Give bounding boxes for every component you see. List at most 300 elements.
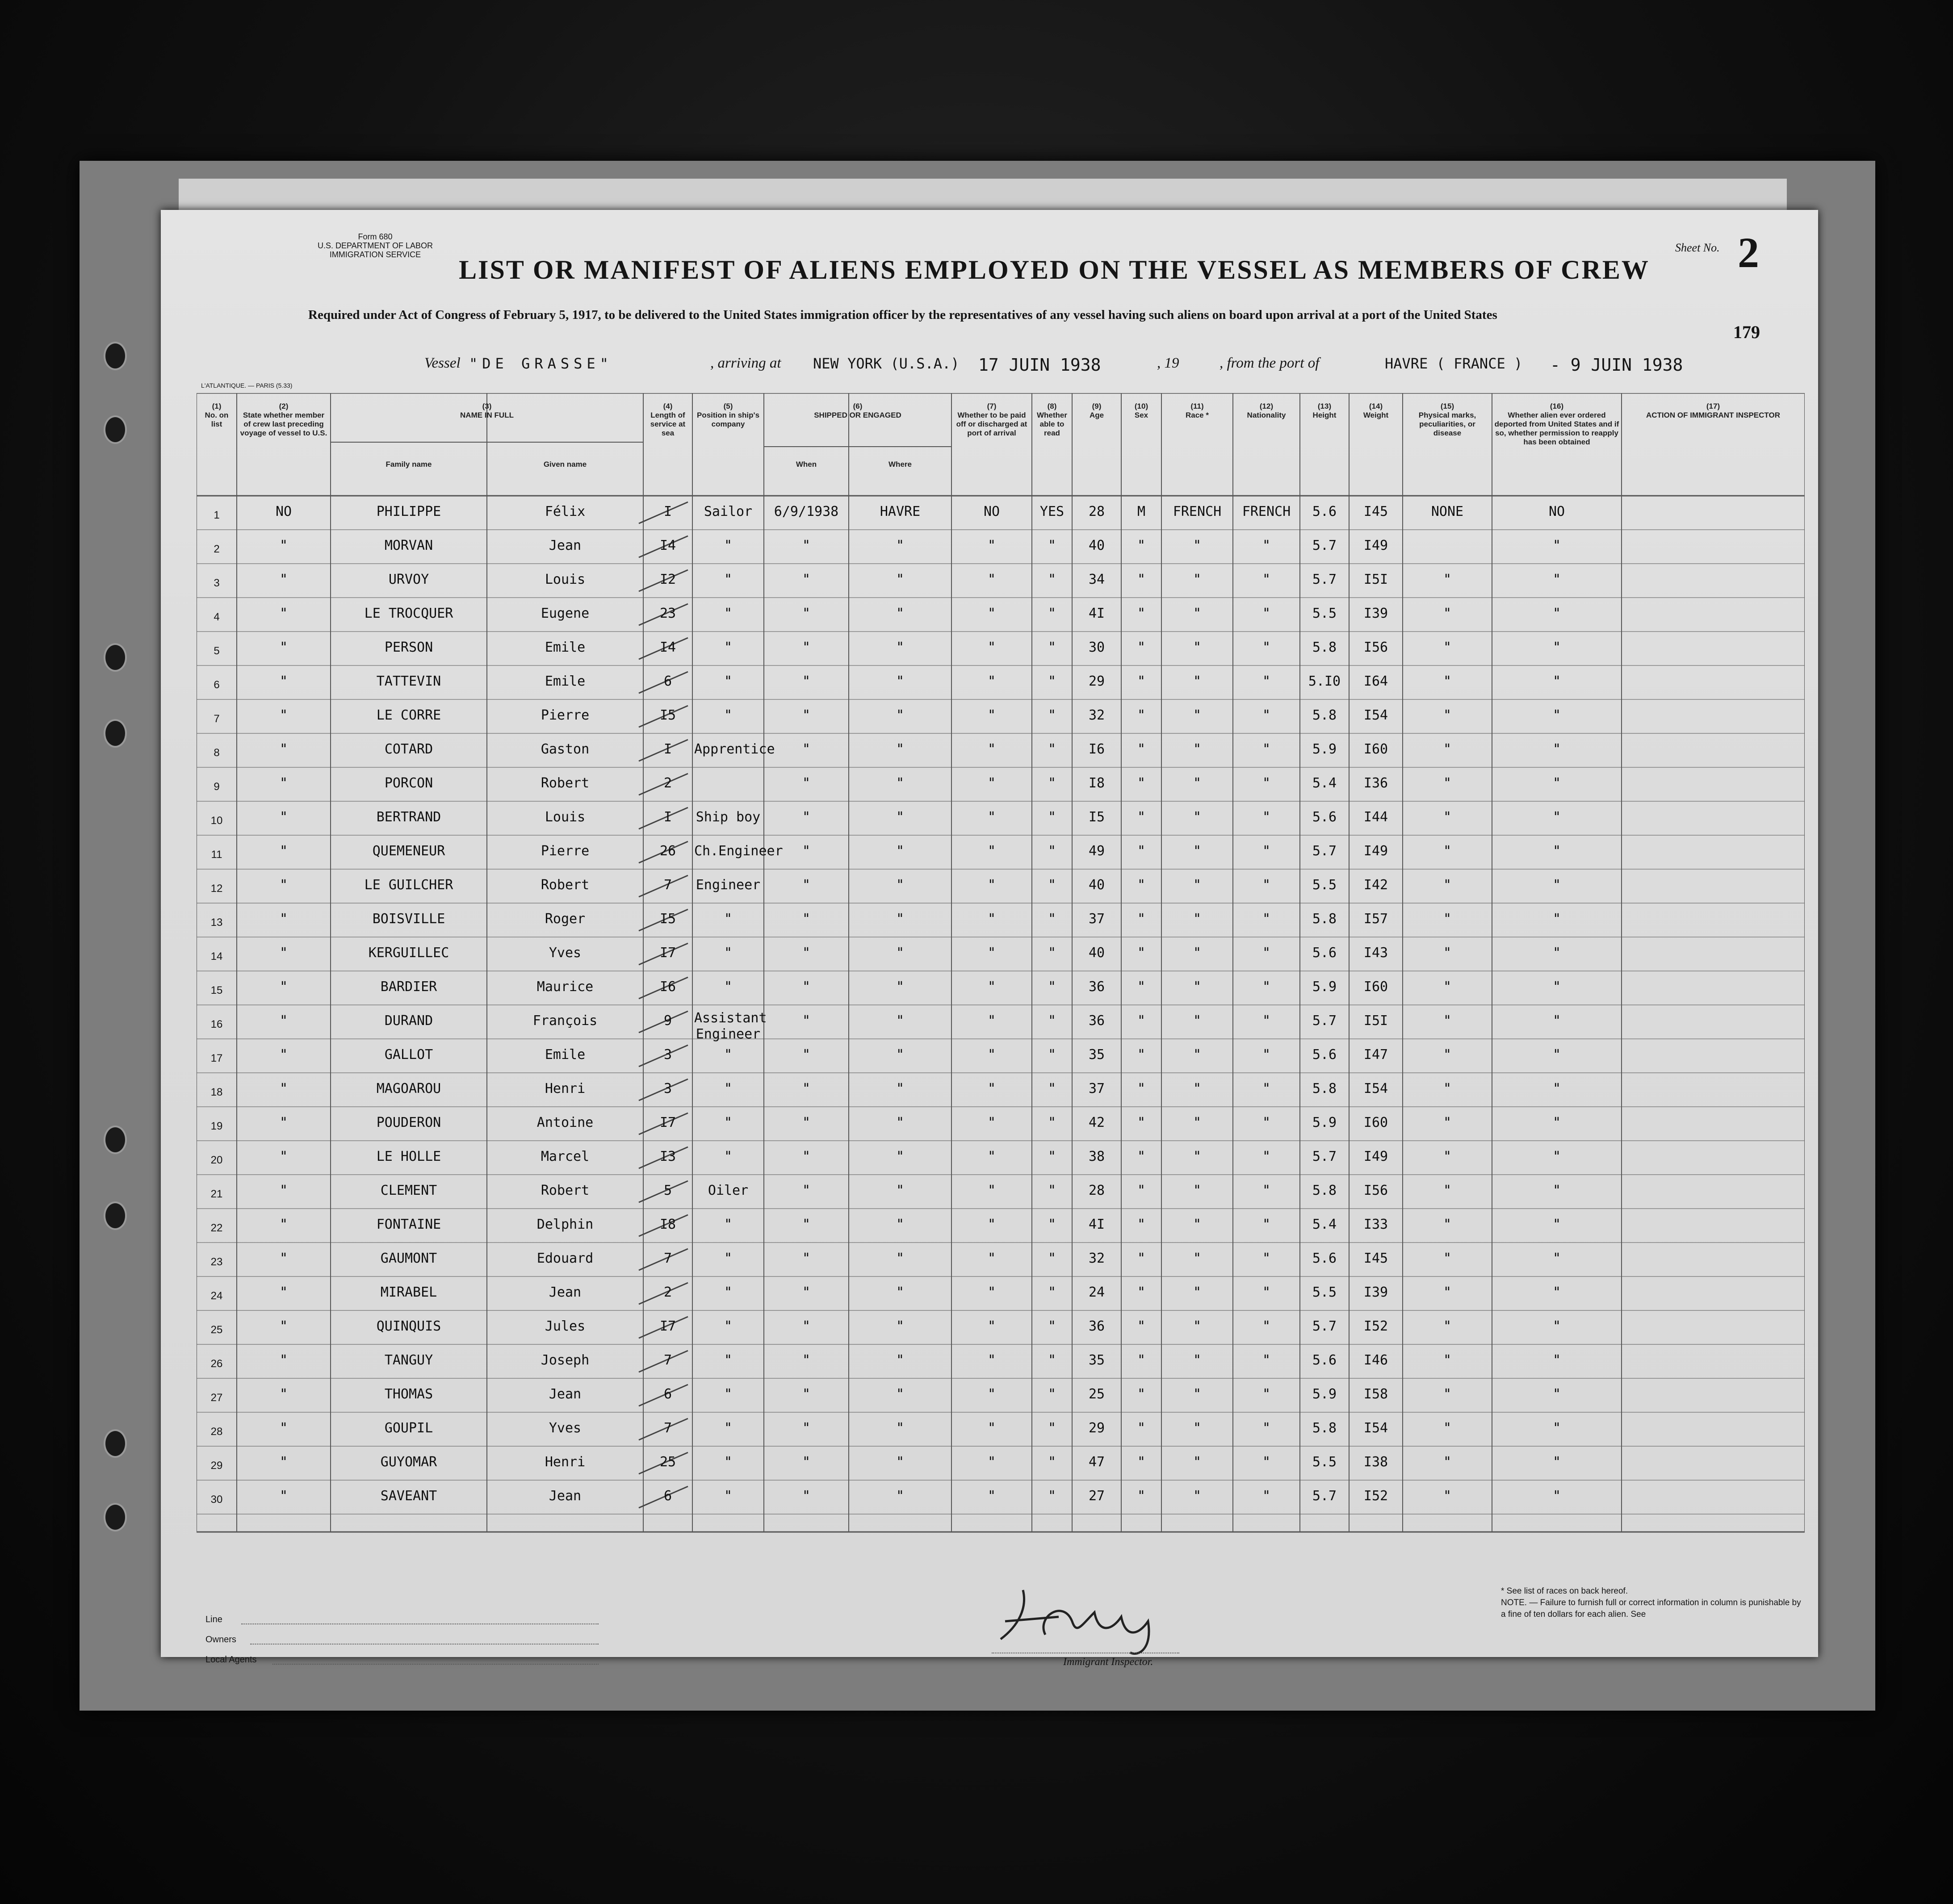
column-label: Where bbox=[888, 460, 912, 469]
column-number: (12) bbox=[1259, 402, 1274, 410]
cell-family: FONTAINE bbox=[376, 1217, 441, 1232]
cell-position: " bbox=[724, 1318, 733, 1334]
cell-weight: I52 bbox=[1363, 1318, 1388, 1334]
cell-height: 5.6 bbox=[1312, 1251, 1337, 1266]
sheet-number: 2 bbox=[1738, 229, 1759, 276]
cell-weight: I49 bbox=[1363, 1149, 1388, 1164]
cell-height: 5.7 bbox=[1312, 1318, 1337, 1334]
cell-race: " bbox=[1193, 1251, 1202, 1266]
col-inspector-action bbox=[1623, 402, 1803, 420]
cell-given: Yves bbox=[549, 945, 582, 961]
cell-read: " bbox=[1048, 1149, 1056, 1164]
cell-race: " bbox=[1193, 1047, 1202, 1063]
cell-paid: " bbox=[987, 1488, 996, 1504]
cell-when: " bbox=[802, 877, 811, 893]
cell-service: 6 bbox=[663, 1386, 672, 1402]
cell-n: 9 bbox=[214, 781, 220, 793]
cell-service: 7 bbox=[663, 877, 672, 893]
cell-nat: " bbox=[1262, 1217, 1271, 1232]
cell-height: 5.I0 bbox=[1308, 674, 1341, 689]
cell-prev: " bbox=[279, 538, 288, 553]
cell-weight: I57 bbox=[1363, 911, 1388, 927]
cell-service: I7 bbox=[659, 1115, 676, 1130]
cell-marks: " bbox=[1443, 1217, 1452, 1232]
local-agents-field bbox=[272, 1664, 599, 1665]
cell-race: " bbox=[1193, 1352, 1202, 1368]
cell-paid: " bbox=[987, 1183, 996, 1198]
cell-nat: " bbox=[1262, 707, 1271, 723]
col-position bbox=[694, 402, 762, 429]
cell-sex: " bbox=[1137, 809, 1146, 825]
cell-nat: " bbox=[1262, 572, 1271, 587]
cell-n: 26 bbox=[210, 1358, 223, 1370]
cell-age: 30 bbox=[1088, 640, 1105, 655]
cell-nat: " bbox=[1262, 1115, 1271, 1130]
cell-weight: I38 bbox=[1363, 1454, 1388, 1470]
local-agents-label: Local Agents bbox=[205, 1655, 257, 1665]
cell-given: Edouard bbox=[536, 1251, 594, 1266]
cell-paid: " bbox=[987, 1318, 996, 1334]
cell-where: " bbox=[896, 911, 905, 927]
cell-n: 15 bbox=[210, 984, 223, 996]
column-label: Whether able to read bbox=[1037, 411, 1067, 437]
cell-read: " bbox=[1048, 1047, 1056, 1063]
fine-note bbox=[1501, 1597, 1805, 1620]
stamp-number: 179 bbox=[1733, 322, 1760, 342]
cell-deported: " bbox=[1552, 1047, 1561, 1063]
cell-age: 37 bbox=[1088, 1081, 1105, 1096]
cell-service: I4 bbox=[659, 640, 676, 655]
cell-nat: " bbox=[1262, 1183, 1271, 1198]
cell-when: " bbox=[802, 1217, 811, 1232]
cell-marks: " bbox=[1443, 877, 1452, 893]
cell-prev: " bbox=[279, 1183, 288, 1198]
column-number: (3) bbox=[482, 402, 492, 410]
cell-deported: " bbox=[1552, 1285, 1561, 1300]
cell-service: I7 bbox=[659, 1318, 676, 1334]
cell-prev: " bbox=[279, 1454, 288, 1470]
cell-marks: " bbox=[1443, 741, 1452, 757]
cell-sex: " bbox=[1137, 979, 1146, 995]
cell-height: 5.6 bbox=[1312, 1047, 1337, 1063]
cell-where: " bbox=[896, 809, 905, 825]
cell-family: MIRABEL bbox=[380, 1285, 437, 1300]
cell-read: " bbox=[1048, 1217, 1056, 1232]
cell-sex: M bbox=[1137, 504, 1146, 519]
cell-weight: I64 bbox=[1363, 674, 1388, 689]
cell-service: 5 bbox=[663, 1183, 672, 1198]
cell-marks: " bbox=[1443, 979, 1452, 995]
cell-family: GUYOMAR bbox=[380, 1454, 437, 1470]
cell-given: Marcel bbox=[541, 1149, 590, 1164]
cell-weight: I33 bbox=[1363, 1217, 1388, 1232]
cell-n: 19 bbox=[210, 1120, 223, 1132]
cell-nat: " bbox=[1262, 1149, 1271, 1164]
cell-family: SAVEANT bbox=[380, 1488, 437, 1504]
cell-where: " bbox=[896, 1183, 905, 1198]
cell-when: 6/9/1938 bbox=[774, 504, 839, 519]
sheet-label: Sheet No. bbox=[1675, 241, 1720, 254]
cell-marks: " bbox=[1443, 606, 1452, 621]
cell-read: " bbox=[1048, 1488, 1056, 1504]
cell-nat: " bbox=[1262, 741, 1271, 757]
cell-marks: " bbox=[1443, 1420, 1452, 1436]
cell-n: 4 bbox=[214, 611, 220, 623]
cell-when: " bbox=[802, 1386, 811, 1402]
cell-sex: " bbox=[1137, 1149, 1146, 1164]
column-label: Given name bbox=[543, 460, 587, 469]
cell-given: Robert bbox=[541, 1183, 590, 1198]
column-label: Whether alien ever ordered deported from United States and if so, whether permission to reapply has been obtained bbox=[1494, 411, 1619, 446]
cell-marks: " bbox=[1443, 1251, 1452, 1266]
cell-given: Jean bbox=[549, 1386, 582, 1402]
cell-age: 36 bbox=[1088, 1013, 1105, 1029]
cell-paid: " bbox=[987, 1013, 996, 1029]
cell-when: " bbox=[802, 1285, 811, 1300]
cell-family: MAGOAROU bbox=[376, 1081, 441, 1096]
cell-read: " bbox=[1048, 606, 1056, 621]
cell-sex: " bbox=[1137, 674, 1146, 689]
cell-n: 5 bbox=[214, 645, 220, 657]
cell-deported: " bbox=[1552, 1013, 1561, 1029]
cell-deported: " bbox=[1552, 1318, 1561, 1334]
cell-service: 6 bbox=[663, 674, 672, 689]
column-label: When bbox=[796, 460, 817, 469]
cell-deported: " bbox=[1552, 1488, 1561, 1504]
cell-family: QUEMENEUR bbox=[372, 843, 445, 859]
cell-n: 10 bbox=[210, 815, 223, 827]
cell-service: 7 bbox=[663, 1251, 672, 1266]
cell-service: 23 bbox=[659, 606, 676, 621]
cell-marks: " bbox=[1443, 640, 1452, 655]
cell-deported: " bbox=[1552, 809, 1561, 825]
col-race bbox=[1163, 402, 1231, 420]
col-when bbox=[766, 460, 847, 469]
col-sex bbox=[1123, 402, 1160, 420]
cell-race: " bbox=[1193, 1318, 1202, 1334]
cell-deported: " bbox=[1552, 877, 1561, 893]
cell-when: " bbox=[802, 1352, 811, 1368]
cell-height: 5.7 bbox=[1312, 843, 1337, 859]
cell-race: " bbox=[1193, 606, 1202, 621]
cell-nat: " bbox=[1262, 1318, 1271, 1334]
cell-marks: " bbox=[1443, 572, 1452, 587]
cell-paid: " bbox=[987, 1285, 996, 1300]
cell-race: " bbox=[1193, 707, 1202, 723]
cell-marks: " bbox=[1443, 1352, 1452, 1368]
cell-where: " bbox=[896, 606, 905, 621]
cell-nat: " bbox=[1262, 1285, 1271, 1300]
cell-when: " bbox=[802, 606, 811, 621]
cell-position: " bbox=[724, 1285, 733, 1300]
cell-paid: " bbox=[987, 1081, 996, 1096]
cell-age: 38 bbox=[1088, 1149, 1105, 1164]
cell-weight: I39 bbox=[1363, 606, 1388, 621]
col-where bbox=[851, 460, 950, 469]
cell-given: Robert bbox=[541, 775, 590, 791]
column-number: (15) bbox=[1440, 402, 1454, 410]
cell-paid: " bbox=[987, 640, 996, 655]
cell-n: 3 bbox=[214, 577, 220, 589]
cell-marks: " bbox=[1443, 945, 1452, 961]
cell-deported: " bbox=[1552, 538, 1561, 553]
cell-sex: " bbox=[1137, 843, 1146, 859]
cell-sex: " bbox=[1137, 1047, 1146, 1063]
cell-height: 5.7 bbox=[1312, 1013, 1337, 1029]
cell-prev: " bbox=[279, 1488, 288, 1504]
cell-given: Félix bbox=[545, 504, 586, 519]
col-height bbox=[1302, 402, 1347, 420]
cell-paid: " bbox=[987, 1149, 996, 1164]
col-no bbox=[198, 402, 235, 429]
cell-n: 13 bbox=[210, 916, 223, 929]
cell-n: 28 bbox=[210, 1426, 223, 1438]
cell-nat: " bbox=[1262, 606, 1271, 621]
cell-service: I bbox=[663, 809, 672, 825]
cell-given: Louis bbox=[545, 572, 586, 587]
cell-deported: " bbox=[1552, 1386, 1561, 1402]
cell-race: " bbox=[1193, 538, 1202, 553]
service-name: IMMIGRATION SERVICE bbox=[329, 250, 421, 259]
cell-read: " bbox=[1048, 1115, 1056, 1130]
back-sheet-edge bbox=[179, 179, 1787, 214]
cell-race: " bbox=[1193, 1488, 1202, 1504]
cell-where: " bbox=[896, 1149, 905, 1164]
col-nationality bbox=[1235, 402, 1298, 420]
cell-deported: " bbox=[1552, 572, 1561, 587]
cell-when: " bbox=[802, 1081, 811, 1096]
cell-age: 28 bbox=[1088, 504, 1105, 519]
column-label: Height bbox=[1312, 411, 1337, 419]
column-number: (11) bbox=[1190, 402, 1204, 410]
cell-when: " bbox=[802, 1115, 811, 1130]
cell-age: 29 bbox=[1088, 1420, 1105, 1436]
cell-position: Assistant Engineer bbox=[694, 1010, 767, 1042]
cell-height: 5.8 bbox=[1312, 911, 1337, 927]
cell-marks: " bbox=[1443, 1318, 1452, 1334]
cell-prev: " bbox=[279, 843, 288, 859]
cell-nat: " bbox=[1262, 775, 1271, 791]
cell-when: " bbox=[802, 640, 811, 655]
cell-family: GAUMONT bbox=[380, 1251, 437, 1266]
arrival-date-stamp: 17 JUIN 1938 bbox=[978, 355, 1101, 375]
cell-sex: " bbox=[1137, 1352, 1146, 1368]
cell-service: I4 bbox=[659, 538, 676, 553]
column-label: Race * bbox=[1186, 411, 1209, 419]
binder-hole bbox=[104, 1429, 127, 1458]
cell-prev: " bbox=[279, 911, 288, 927]
cell-position: " bbox=[724, 1149, 733, 1164]
cell-n: 7 bbox=[214, 713, 220, 725]
cell-where: " bbox=[896, 775, 905, 791]
cell-n: 8 bbox=[214, 747, 220, 759]
cell-position: " bbox=[724, 1386, 733, 1402]
cell-n: 2 bbox=[214, 543, 220, 555]
cell-paid: " bbox=[987, 674, 996, 689]
cell-marks: " bbox=[1443, 1013, 1452, 1029]
cell-n: 14 bbox=[210, 950, 223, 962]
cell-weight: I44 bbox=[1363, 809, 1388, 825]
cell-when: " bbox=[802, 538, 811, 553]
cell-paid: " bbox=[987, 775, 996, 791]
cell-weight: I46 bbox=[1363, 1352, 1388, 1368]
cell-given: Louis bbox=[545, 809, 586, 825]
column-number: (8) bbox=[1047, 402, 1057, 410]
cell-race: " bbox=[1193, 809, 1202, 825]
cell-where: " bbox=[896, 877, 905, 893]
cell-given: Pierre bbox=[541, 707, 590, 723]
cell-position: " bbox=[724, 1081, 733, 1096]
cell-sex: " bbox=[1137, 1183, 1146, 1198]
form-number: Form 680 bbox=[358, 232, 393, 241]
cell-where: " bbox=[896, 1047, 905, 1063]
cell-age: 4I bbox=[1088, 606, 1105, 621]
cell-age: 36 bbox=[1088, 979, 1105, 995]
cell-n: 27 bbox=[210, 1392, 223, 1404]
column-label: Sex bbox=[1134, 411, 1148, 419]
cell-prev: " bbox=[279, 1115, 288, 1130]
column-label: SHIPPED OR ENGAGED bbox=[814, 411, 901, 419]
cell-family: URVOY bbox=[388, 572, 429, 587]
cell-where: HAVRE bbox=[880, 504, 921, 519]
cell-given: Eugene bbox=[541, 606, 590, 621]
cell-race: " bbox=[1193, 843, 1202, 859]
cell-service: 2 bbox=[663, 775, 672, 791]
cell-read: " bbox=[1048, 538, 1056, 553]
cell-nat: " bbox=[1262, 911, 1271, 927]
cell-given: Emile bbox=[545, 674, 586, 689]
cell-where: " bbox=[896, 1013, 905, 1029]
cell-sex: " bbox=[1137, 1318, 1146, 1334]
cell-read: " bbox=[1048, 1081, 1056, 1096]
cell-height: 5.5 bbox=[1312, 606, 1337, 621]
line-label: Line bbox=[205, 1615, 222, 1624]
cell-race: FRENCH bbox=[1173, 504, 1222, 519]
cell-service: 7 bbox=[663, 1352, 672, 1368]
column-label: Whether to be paid off or discharged at port of arrival bbox=[956, 411, 1027, 437]
cell-race: " bbox=[1193, 640, 1202, 655]
cell-sex: " bbox=[1137, 707, 1146, 723]
cell-position: " bbox=[724, 1420, 733, 1436]
cell-nat: " bbox=[1262, 979, 1271, 995]
note-label: NOTE. bbox=[1501, 1598, 1527, 1607]
cell-prev: " bbox=[279, 775, 288, 791]
cell-family: KERGUILLEC bbox=[368, 945, 449, 961]
cell-where: " bbox=[896, 1488, 905, 1504]
cell-sex: " bbox=[1137, 1217, 1146, 1232]
cell-age: 35 bbox=[1088, 1352, 1105, 1368]
cell-marks: " bbox=[1443, 1488, 1452, 1504]
cell-given: Jules bbox=[545, 1318, 586, 1334]
cell-given: Joseph bbox=[541, 1352, 590, 1368]
cell-position: " bbox=[724, 640, 733, 655]
cell-paid: " bbox=[987, 1115, 996, 1130]
cell-given: Antoine bbox=[536, 1115, 594, 1130]
cell-read: " bbox=[1048, 1386, 1056, 1402]
cell-weight: I58 bbox=[1363, 1386, 1388, 1402]
column-number: (10) bbox=[1134, 402, 1148, 410]
cell-family: PERSON bbox=[384, 640, 433, 655]
cell-where: " bbox=[896, 1217, 905, 1232]
crew-table bbox=[197, 393, 1805, 1581]
cell-marks: NONE bbox=[1431, 504, 1464, 519]
cell-position: Sailor bbox=[704, 504, 753, 519]
cell-marks: " bbox=[1443, 674, 1452, 689]
footer-notes bbox=[1501, 1586, 1805, 1620]
cell-race: " bbox=[1193, 979, 1202, 995]
cell-family: COTARD bbox=[384, 741, 433, 757]
cell-nat: " bbox=[1262, 538, 1271, 553]
cell-age: 49 bbox=[1088, 843, 1105, 859]
cell-n: 21 bbox=[210, 1188, 223, 1200]
cell-nat: " bbox=[1262, 1420, 1271, 1436]
cell-prev: " bbox=[279, 1318, 288, 1334]
arriving-port: NEW YORK (U.S.A.) bbox=[813, 355, 960, 372]
column-number: (6) bbox=[853, 402, 863, 410]
cell-read: " bbox=[1048, 979, 1056, 995]
cell-position: Apprentice bbox=[694, 741, 775, 757]
cell-sex: " bbox=[1137, 1285, 1146, 1300]
cell-given: François bbox=[532, 1013, 598, 1029]
cell-paid: " bbox=[987, 572, 996, 587]
cell-service: I8 bbox=[659, 1217, 676, 1232]
cell-age: 42 bbox=[1088, 1115, 1105, 1130]
cell-n: 29 bbox=[210, 1460, 223, 1472]
cell-nat: " bbox=[1262, 1454, 1271, 1470]
cell-family: BARDIER bbox=[380, 979, 437, 995]
cell-height: 5.4 bbox=[1312, 1217, 1337, 1232]
cell-marks: " bbox=[1443, 775, 1452, 791]
cell-race: " bbox=[1193, 1386, 1202, 1402]
cell-family: THOMAS bbox=[384, 1386, 433, 1402]
cell-prev: " bbox=[279, 1386, 288, 1402]
cell-prev: " bbox=[279, 877, 288, 893]
cell-age: 36 bbox=[1088, 1318, 1105, 1334]
cell-n: 16 bbox=[210, 1018, 223, 1030]
cell-prev: " bbox=[279, 1285, 288, 1300]
cell-position: " bbox=[724, 1115, 733, 1130]
cell-age: 35 bbox=[1088, 1047, 1105, 1063]
cell-marks: " bbox=[1443, 1047, 1452, 1063]
cell-sex: " bbox=[1137, 606, 1146, 621]
column-label: ACTION OF IMMIGRANT INSPECTOR bbox=[1646, 411, 1780, 419]
col-family-name bbox=[332, 460, 485, 469]
cell-read: " bbox=[1048, 741, 1056, 757]
cell-nat: " bbox=[1262, 674, 1271, 689]
binder-hole bbox=[104, 1201, 127, 1230]
cell-height: 5.7 bbox=[1312, 572, 1337, 587]
cell-family: TATTEVIN bbox=[376, 674, 441, 689]
col-given-name bbox=[489, 460, 641, 469]
col-deported bbox=[1494, 402, 1620, 447]
cell-paid: " bbox=[987, 606, 996, 621]
cell-sex: " bbox=[1137, 1454, 1146, 1470]
cell-race: " bbox=[1193, 1081, 1202, 1096]
cell-weight: I54 bbox=[1363, 1081, 1388, 1096]
column-number: (14) bbox=[1369, 402, 1383, 410]
cell-read: " bbox=[1048, 640, 1056, 655]
cell-race: " bbox=[1193, 572, 1202, 587]
cell-paid: " bbox=[987, 1420, 996, 1436]
cell-position: " bbox=[724, 945, 733, 961]
cell-n: 20 bbox=[210, 1154, 223, 1166]
cell-nat: " bbox=[1262, 843, 1271, 859]
cell-when: " bbox=[802, 572, 811, 587]
cell-n: 12 bbox=[210, 883, 223, 895]
cell-where: " bbox=[896, 1352, 905, 1368]
column-number: (5) bbox=[723, 402, 733, 410]
col-length-of-service bbox=[645, 402, 691, 438]
